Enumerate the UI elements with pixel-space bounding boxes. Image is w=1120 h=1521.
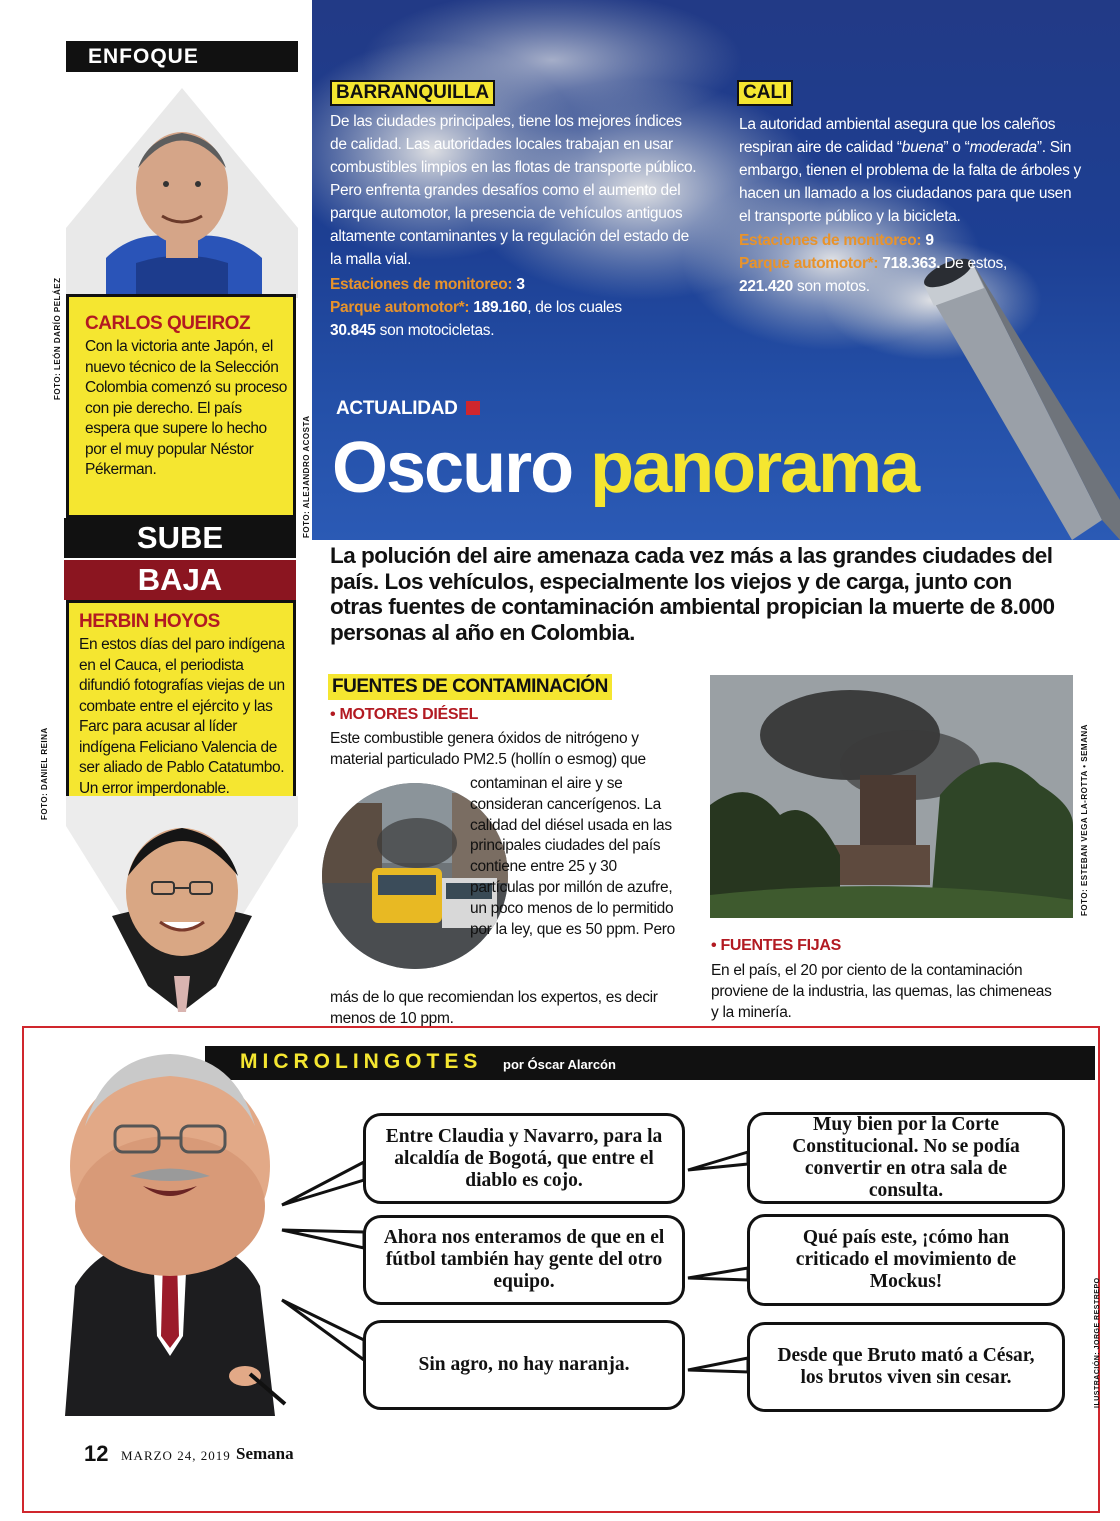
barranquilla-text: De las ciudades principales, tiene los mejores índices de calidad. Las autoridades locales trabajan en usar combustibles limpios en las flotas de transporte público. Pero enfrenta grandes desafíos como el aumento del parque automotor, la presencia de vehículos antiguos altamente contaminantes y la regulación del estado de la malla vial. — [330, 113, 697, 268]
cali-block — [737, 80, 793, 106]
quote-bubble-6 — [747, 1322, 1065, 1412]
factory-photo — [710, 675, 1073, 918]
caricature — [45, 1036, 295, 1416]
barranquilla-fleet-value: 189.160 — [473, 299, 528, 316]
section-label: ENFOQUE — [66, 41, 298, 72]
factory-photo-credit: FOTO: ESTEBAN VEGA LA-ROTTA • SEMANA — [1080, 724, 1089, 916]
quote-5: Qué país este, ¡cómo han criticado el movimiento de Mockus! — [795, 1227, 1017, 1292]
issue-date: MARZO 24, 2019 — [121, 1448, 231, 1463]
cali-moto-value: 221.420 — [739, 278, 793, 295]
magazine-name: Semana — [236, 1444, 294, 1463]
kicker-square — [466, 401, 480, 415]
microlingotes-byline: por Óscar Alarcón — [503, 1057, 616, 1072]
queiroz-portrait-illustration — [66, 88, 298, 298]
barranquilla-stats — [330, 273, 700, 342]
sube-label: SUBE — [64, 518, 296, 558]
cali-text-b: ” o “ — [943, 139, 970, 156]
barranquilla-fleet-label: Parque automotor*: — [330, 299, 470, 316]
sube-name: CARLOS QUEIROZ — [85, 313, 251, 334]
diesel-text-top: Este combustible genera óxidos de nitrógeno y material particulado PM2.5 (hollín o esmog) que — [330, 730, 646, 768]
headline-white: Oscuro — [332, 428, 573, 508]
barranquilla-stations-value: 3 — [516, 276, 525, 293]
baja-text: En estos días del paro indígena en el Cauca, el periodista difundió fotografías viejas de un combate entre el ejército y las Farc para acusar al líder indígena Feliciano Valencia de ser aliado de Pablo Catatumbo. Un error imperdonable. — [79, 636, 285, 797]
cali-fleet-value: 718.363. — [882, 255, 941, 272]
diesel-title: • MOTORES DIÉSEL — [330, 706, 479, 723]
cali-text-buena: buena — [901, 139, 944, 156]
quote-3: Sin agro, no hay naranja. — [418, 1354, 630, 1375]
barranquilla-block — [330, 80, 495, 106]
quote-bubble-5 — [747, 1214, 1065, 1306]
cali-label: CALI — [737, 80, 793, 106]
queiroz-photo-credit: FOTO: LEÓN DARÍO PELÁEZ — [53, 277, 62, 400]
cali-moto-rest: son motos. — [792, 278, 870, 295]
queiroz-photo — [66, 88, 298, 298]
cali-text-a: La autoridad ambiental asegura que los caleños respiran aire de calidad “ — [739, 116, 1056, 156]
cali-stations-value: 9 — [925, 232, 934, 249]
cali-stations-label: Estaciones de monitoreo: — [739, 232, 922, 249]
factory-illustration — [710, 675, 1073, 918]
quote-bubble-4 — [747, 1112, 1065, 1204]
baja-label: BAJA — [64, 560, 296, 600]
diesel-text-bottom: más de lo que recomiendan los expertos, es decir menos de 10 ppm. — [330, 989, 658, 1027]
headline — [332, 428, 918, 508]
cali-stats — [739, 229, 1084, 298]
fijas-title: • FUENTES FIJAS — [711, 937, 842, 954]
sube-text: Con la victoria ante Japón, el nuevo técnico de la Selección Colombia comenzó su proceso con pie derecho. El país espera que supere lo hecho por el muy popular Néstor Pékerman. — [85, 338, 287, 478]
baja-card — [66, 600, 296, 822]
quote-4: Muy bien por la Corte Constitucional. No se podía convertir en otra sala de consulta. — [792, 1114, 1020, 1201]
fuentes-header: FUENTES DE CONTAMINACIÓN — [328, 674, 612, 700]
kicker-text: ACTUALIDAD — [336, 398, 458, 419]
sube-card — [66, 294, 296, 518]
barranquilla-label: BARRANQUILLA — [330, 80, 495, 106]
cali-text-c: ”. Sin embargo, tienen el problema de la falta de árboles y hacen un llamado a los ciudadanos para que usen el transporte público y la bicicleta. — [739, 139, 1081, 225]
quote-2: Ahora nos enteramos de que en el fútbol también hay gente del otro equipo. — [383, 1227, 665, 1292]
cali-text — [739, 113, 1084, 228]
cali-fleet-rest: De estos, — [940, 255, 1008, 272]
barranquilla-moto-value: 30.845 — [330, 322, 376, 339]
quote-1: Entre Claudia y Navarro, para la alcaldía de Bogotá, que entre el diablo es cojo. — [385, 1125, 663, 1191]
hero-image — [312, 0, 1120, 540]
kicker — [336, 398, 480, 420]
illustration-credit: ILUSTRACIÓN: JORGE RESTREPO — [1094, 1277, 1101, 1408]
barranquilla-stations-label: Estaciones de monitoreo: — [330, 276, 513, 293]
hoyos-portrait-illustration — [66, 796, 298, 1012]
barranquilla-moto-rest: son motocicletas. — [375, 322, 495, 339]
hoyos-photo-credit: FOTO: DANIEL REINA — [40, 727, 49, 820]
barranquilla-fleet-rest: , de los cuales — [527, 299, 622, 316]
quote-6: Desde que Bruto mató a César, los brutos viven sin cesar. — [777, 1345, 1035, 1388]
deck: La polución del aire amenaza cada vez más a las grandes ciudades del país. Los vehículos, especialmente los viejos y de carga, junto con otras fuentes de contaminación ambiental propician la muerte de 8.000 personas al año en Colombia. — [330, 543, 1055, 645]
cali-fleet-label: Parque automotor*: — [739, 255, 879, 272]
cali-text-moderada: moderada — [969, 139, 1037, 156]
hoyos-photo — [66, 796, 298, 1012]
fijas-text: En el país, el 20 por ciento de la contaminación proviene de la industria, las quemas, las chimeneas y la minería. — [711, 962, 1052, 1021]
baja-name: HERBIN HOYOS — [79, 611, 220, 632]
headline-yellow: panorama — [590, 428, 919, 508]
diesel-text-wrap-inner: contaminan el aire y se consideran cancerígenos. La calidad del diésel usada en las principales ciudades del país contiene entre 25 y 30 partículas por millón de azufre, un poco menos de lo permitido por la ley, que es 50 ppm. Pero — [470, 775, 675, 938]
hero-photo-credit: FOTO: ALEJANDRO ACOSTA — [302, 415, 311, 538]
diesel-text-wrap — [470, 774, 680, 940]
caricature-illustration — [45, 1036, 295, 1416]
page-number: 12 — [84, 1441, 109, 1466]
bubble-tails — [270, 1150, 760, 1390]
microlingotes-title: MICROLINGOTES — [240, 1050, 483, 1073]
